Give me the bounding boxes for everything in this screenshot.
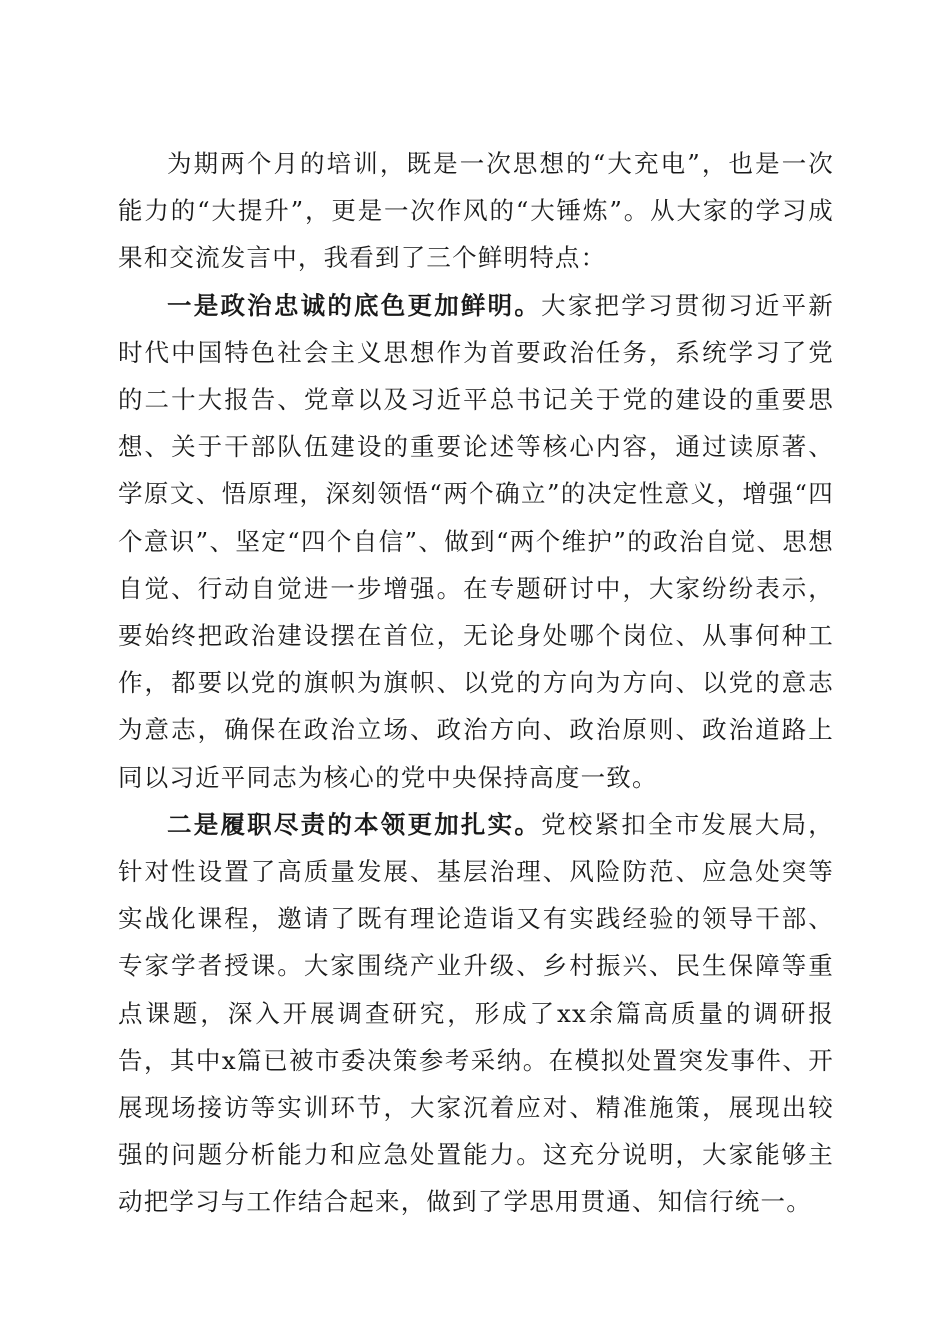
paragraph-lead: 一是政治忠诚的底色更加鲜明。 xyxy=(167,290,542,320)
document-body xyxy=(118,140,834,1226)
paragraph-text: 大家把学习贯彻习近平新时代中国特色社会主义思想作为首要政治任务，系统学习了党的二十大报告、党章以及习近平总书记关于党的建设的重要思想、关于干部队伍建设的重要论述等核心内容，通过读原著、学原文、悟原理，深刻领悟“两个确立”的决定性意义，增强“四个意识”、坚定“四个自信”、做到“两个维护”的政治自觉、思想自觉、行动自觉进一步增强。在专题研讨中，大家纷纷表示，要始终把政治建设摆在首位，无论身处哪个岗位、从事何种工作，都要以党的旗帜为旗帜、以党的方向为方向、以党的意志为意志，确保在政治立场、政治方向、政治原则、政治道路上同以习近平同志为核心的党中央保持高度一致。 xyxy=(118,290,834,792)
paragraph-point-one xyxy=(118,282,834,801)
paragraph-text: 党校紧扣全市发展大局，针对性设置了高质量发展、基层治理、风险防范、应急处突等实战化课程，邀请了既有理论造诣又有实践经验的领导干部、专家学者授课。大家围绕产业升级、乡村振兴、民生保障等重点课题，深入开展调查研究，形成了xx余篇高质量的调研报告，其中x篇已被市委决策参考采纳。在模拟处置突发事件、开展现场接访等实训环节，大家沉着应对、精准施策，展现出较强的问题分析能力和应急处置能力。这充分说明，大家能够主动把学习与工作结合起来，做到了学思用贯通、知信行统一。 xyxy=(118,809,834,1217)
paragraph-lead: 二是履职尽责的本领更加扎实。 xyxy=(167,809,542,839)
paragraph-text: 为期两个月的培训，既是一次思想的“大充电”，也是一次能力的“大提升”，更是一次作风的“大锤炼”。从大家的学习成果和交流发言中，我看到了三个鲜明特点： xyxy=(118,149,834,273)
paragraph-point-two xyxy=(118,801,834,1226)
paragraph-intro xyxy=(118,140,834,282)
